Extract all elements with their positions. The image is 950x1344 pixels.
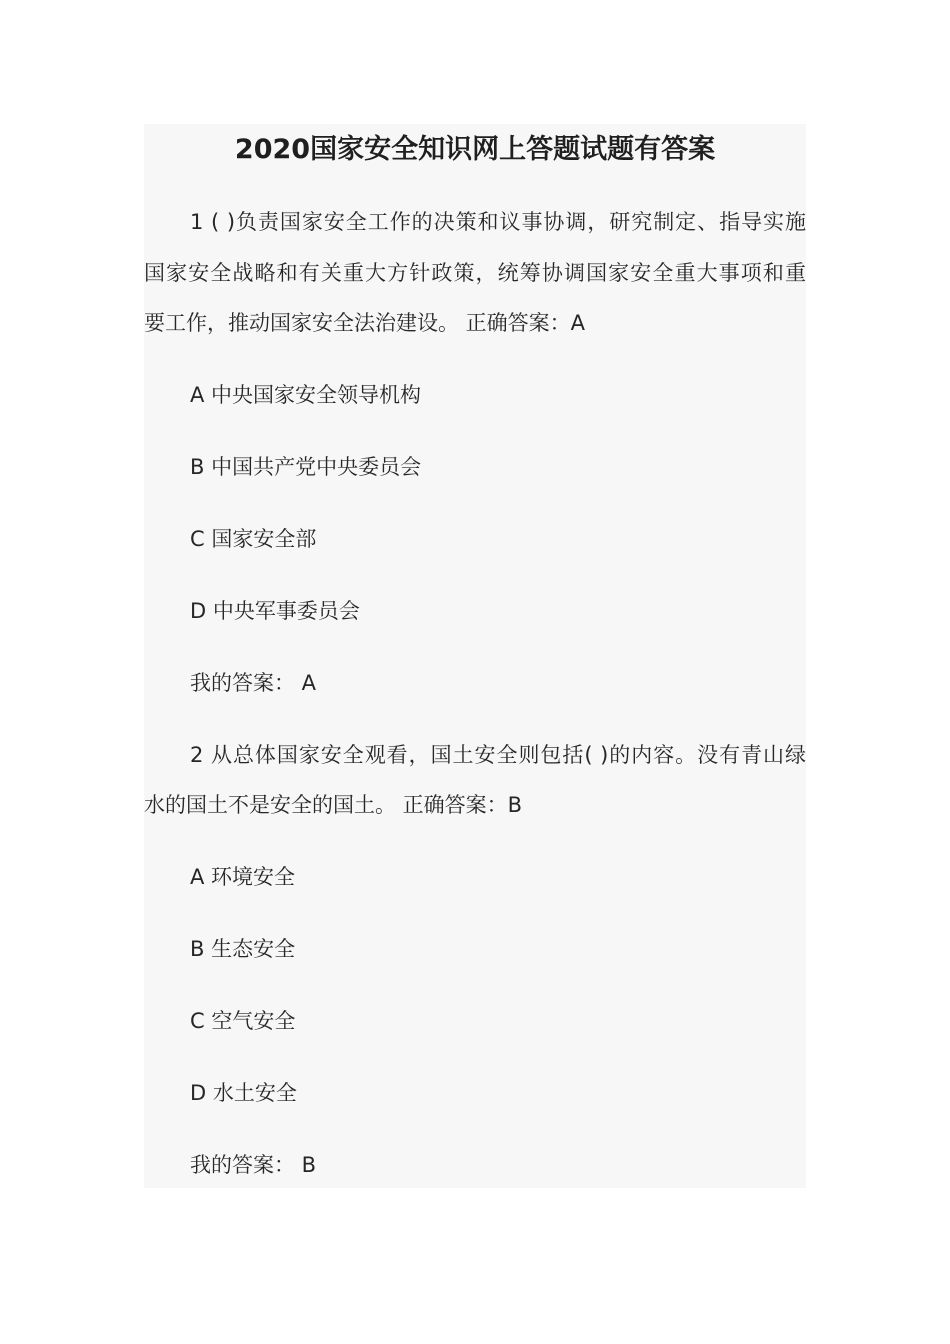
question-2-stem-line-1: 2 从总体国家安全观看，国土安全则包括( )的内容。没有青山绿 bbox=[190, 743, 806, 767]
question-2-my-answer: 我的答案： B bbox=[190, 1153, 317, 1177]
document-title: 2020国家安全知识网上答题试题有答案 bbox=[234, 134, 716, 165]
question-1-stem-line-2: 国家安全战略和有关重大方针政策，统筹协调国家安全重大事项和重 bbox=[144, 261, 806, 285]
question-2-option-a: A 环境安全 bbox=[190, 865, 296, 889]
question-2-option-b: B 生态安全 bbox=[190, 937, 296, 961]
question-1-my-answer: 我的答案： A bbox=[190, 671, 317, 695]
question-1-option-c: C 国家安全部 bbox=[190, 527, 317, 551]
question-2-option-c: C 空气安全 bbox=[190, 1009, 296, 1033]
question-2-option-d: D 水土安全 bbox=[190, 1081, 297, 1105]
question-1-option-b: B 中国共产党中央委员会 bbox=[190, 455, 422, 479]
question-1-option-d: D 中央军事委员会 bbox=[190, 599, 360, 623]
question-1-option-a: A 中央国家安全领导机构 bbox=[190, 383, 422, 407]
question-1-stem-line-1: 1 ( )负责国家安全工作的决策和议事协调，研究制定、指导实施 bbox=[190, 210, 806, 234]
question-2-stem-line-2: 水的国土不是安全的国土。 正确答案：B bbox=[144, 793, 523, 817]
question-1-stem-line-3: 要工作，推动国家安全法治建设。 正确答案：A bbox=[144, 311, 586, 335]
